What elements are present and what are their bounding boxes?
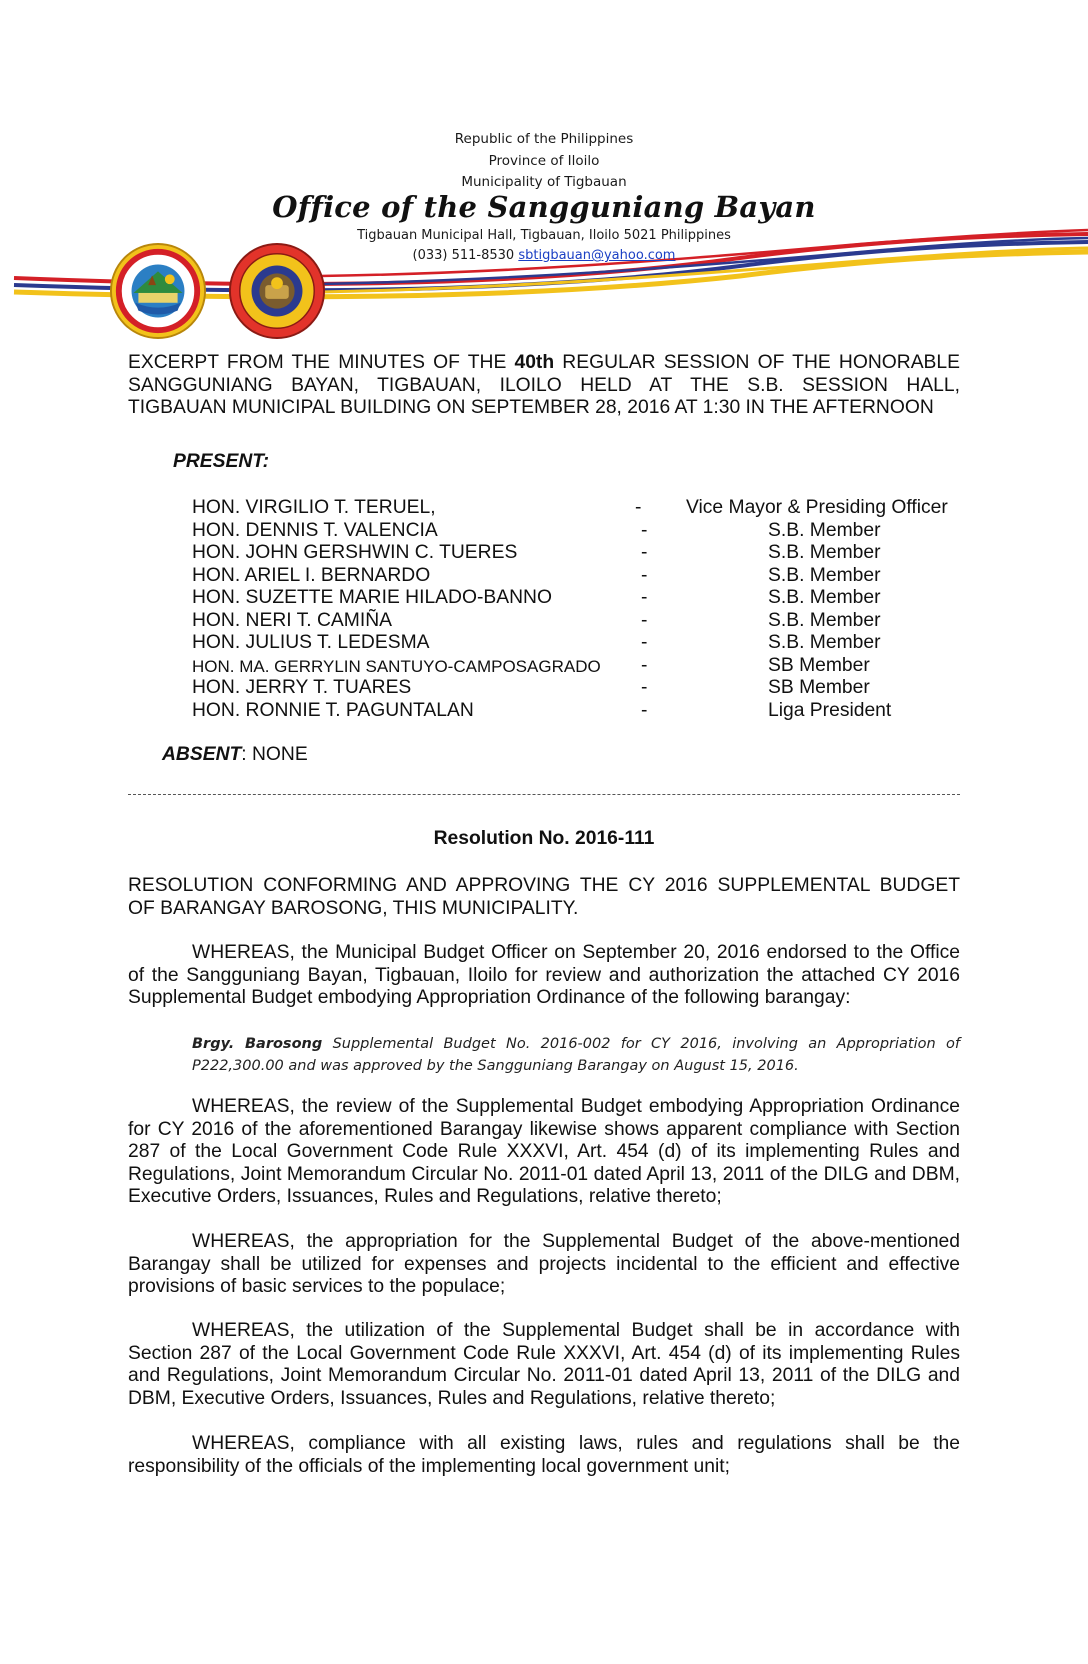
member-name: HON. JERRY T. TUARES — [192, 677, 412, 698]
member-role: S.B. Member — [768, 520, 881, 541]
member-row — [0, 632, 1088, 654]
barangay-budget-note: Brgy. Barosong Supplemental Budget No. 2016-002 for CY 2016, involving an Appropriation of P222,300.00 and was approved by the Sangguniang Barangay on August 15, 2016. — [192, 1036, 960, 1074]
member-name: HON. MA. GERRYLIN SANTUYO-CAMPOSAGRADO — [192, 657, 601, 676]
member-dash: - — [641, 700, 648, 721]
member-row — [0, 565, 1088, 587]
member-role: SB Member — [768, 677, 870, 698]
member-dash: - — [641, 542, 648, 563]
member-name: HON. SUZETTE MARIE HILADO-BANNO — [192, 587, 552, 608]
member-role: S.B. Member — [768, 610, 881, 631]
member-name: HON. JOHN GERSHWIN C. TUERES — [192, 542, 518, 563]
letterhead-municipality: Municipality of Tigbauan — [461, 174, 627, 190]
member-name: HON. VIRGILIO T. TERUEL, — [192, 497, 436, 518]
resolution-title — [128, 875, 960, 920]
absent-label: ABSENT — [162, 744, 242, 765]
excerpt-heading — [128, 352, 960, 420]
section-divider — [128, 794, 960, 795]
member-role: S.B. Member — [768, 587, 881, 608]
member-role: Liga President — [768, 700, 892, 721]
letterhead-phone: (033) 511-8530 — [412, 248, 515, 263]
whereas-paragraph-4: WHEREAS, the utilization of the Supplemental Budget shall be in accordance with Section 287 of the Local Government Code Rule XXXVI, Art. 454 (d) of its implementing Rules and Regulations, Joint Memorandum Circular No. 2011-01 dated April 13, 2011 of the DILG and DBM, Executive Orders, Issuances, Rules and Regulations, relative thereto; — [128, 1320, 960, 1409]
excerpt-line-2: SANGGUNIANG BAYAN, TIGBAUAN, ILOILO HELD AT THE S.B. SESSION HALL, — [128, 374, 960, 396]
member-dash: - — [641, 610, 648, 631]
member-name: HON. DENNIS T. VALENCIA — [192, 520, 438, 541]
whereas-paragraph-5: WHEREAS, compliance with all existing laws, rules and regulations shall be the responsibility of the officials of the implementing local government unit; — [128, 1433, 960, 1477]
member-role: Vice Mayor & Presiding Officer — [686, 497, 948, 518]
member-role: S.B. Member — [768, 542, 881, 563]
whereas-paragraph-2: WHEREAS, the review of the Supplemental Budget embodying Appropriation Ordinance for CY 2016 of the aforementioned Barangay likewise shows apparent compliance with Section 287 of the Local Government Code Rule XXXVI, Art. 454 (d) of its implementing Rules and Regulations, Joint Memorandum Circular No. 2011-01 dated April 13, 2011 of the DILG and DBM, Executive Orders, Issuances, Rules and Regulations, relative thereto; — [128, 1096, 960, 1207]
absent-line — [162, 744, 308, 766]
whereas-paragraph-3: WHEREAS, the appropriation for the Supplemental Budget of the above-mentioned Barangay shall be utilized for expenses and projects incidental to the efficient and effective provisions of basic services to the populace; — [128, 1231, 960, 1297]
resolution-number: Resolution No. 2016-111 — [433, 828, 655, 849]
present-label: PRESENT: — [173, 451, 270, 472]
member-row — [0, 542, 1088, 564]
member-role: SB Member — [768, 655, 870, 676]
member-name: HON. JULIUS T. LEDESMA — [192, 632, 430, 653]
member-dash: - — [641, 655, 648, 676]
member-dash: - — [641, 587, 648, 608]
letterhead-contact — [0, 248, 1088, 263]
member-name: HON. RONNIE T. PAGUNTALAN — [192, 700, 474, 721]
office-title: Office of the Sangguniang Bayan — [272, 190, 816, 224]
member-row — [0, 700, 1088, 722]
member-row — [0, 497, 1088, 519]
member-row — [0, 655, 1088, 677]
email-link[interactable]: sbtigbauan@yahoo.com — [518, 248, 676, 263]
member-name: HON. ARIEL I. BERNARDO — [192, 565, 431, 586]
letterhead-republic: Republic of the Philippines — [454, 131, 634, 147]
letterhead-address: Tigbauan Municipal Hall, Tigbauan, Iloilo 5021 Philippines — [357, 228, 731, 243]
member-row — [0, 587, 1088, 609]
member-row — [0, 677, 1088, 699]
member-dash: - — [641, 520, 648, 541]
member-dash: - — [641, 677, 648, 698]
resolution-title-line-1: RESOLUTION CONFORMING AND APPROVING THE CY 2016 SUPPLEMENTAL BUDGET — [128, 875, 960, 896]
member-row — [0, 520, 1088, 542]
member-role: S.B. Member — [768, 632, 881, 653]
member-row — [0, 610, 1088, 632]
absent-value: : NONE — [241, 744, 308, 765]
resolution-title-line-2: OF BARANGAY BAROSONG, THIS MUNICIPALITY. — [128, 897, 579, 919]
member-dash: - — [641, 632, 648, 653]
member-name: HON. NERI T. CAMIÑA — [192, 610, 392, 631]
whereas-paragraph-1: WHEREAS, the Municipal Budget Officer on September 20, 2016 endorsed to the Office of the Sangguniang Bayan, Tigbauan, Iloilo for review and authorization the attached CY 2016 Supplemental Budget embodying Appropriation Ordinance of the following barangay: — [128, 942, 960, 1008]
excerpt-line-3: TIGBAUAN MUNICIPAL BUILDING ON SEPTEMBER 28, 2016 AT 1:30 IN THE AFTERNOON — [128, 397, 934, 418]
letterhead-province: Province of Iloilo — [488, 153, 600, 169]
barangay-name: Brgy. Barosong — [192, 1036, 323, 1052]
member-dash: - — [641, 565, 648, 586]
excerpt-line-1: EXCERPT FROM THE MINUTES OF THE 40th REGULAR SESSION OF THE HONORABLE — [128, 352, 960, 373]
member-role: S.B. Member — [768, 565, 881, 586]
member-dash: - — [635, 497, 642, 518]
